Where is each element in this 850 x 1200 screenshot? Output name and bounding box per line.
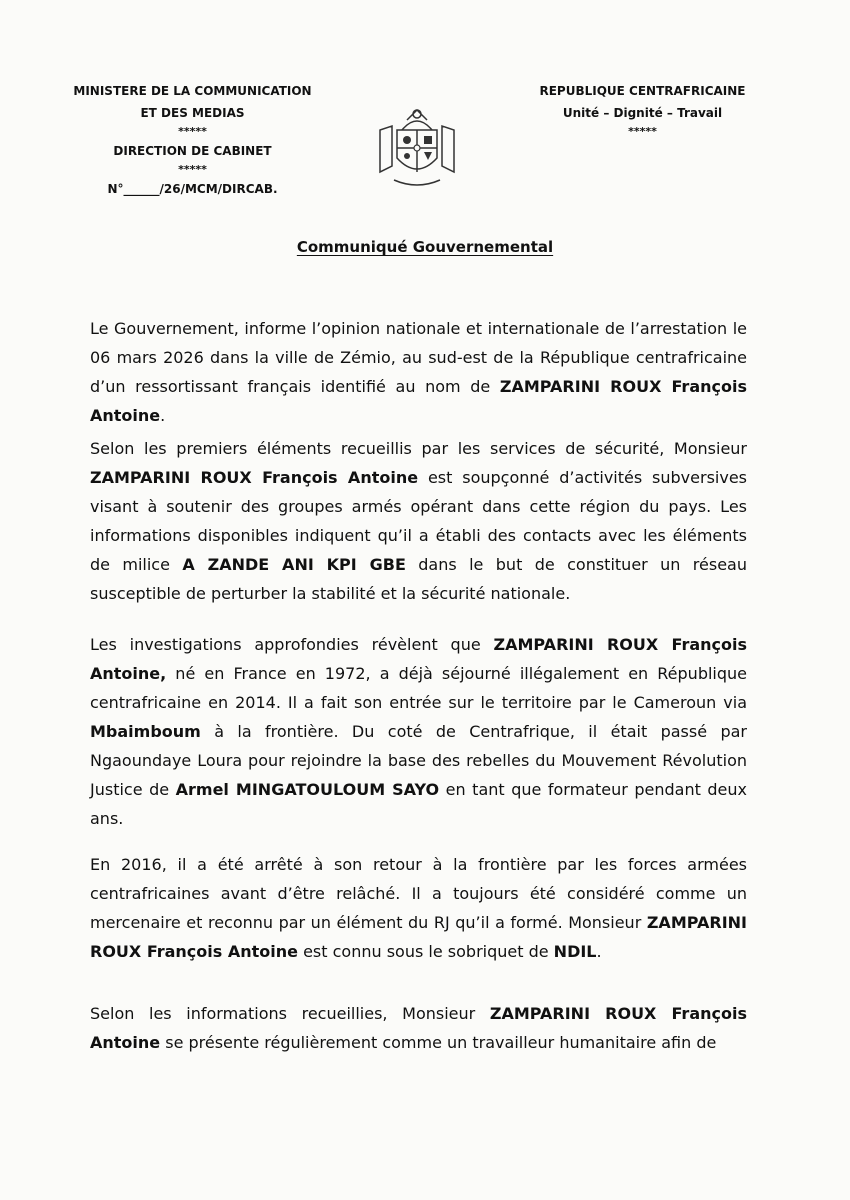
- text-run: Les investigations approfondies révèlent que: [90, 635, 494, 654]
- bold-text-run: ZAMPARINI ROUX François Antoine: [90, 468, 419, 487]
- text-run: Selon les premiers éléments recueillis par les services de sécurité, Monsieur: [90, 439, 747, 458]
- text-run: à la frontière. Du coté de Centrafrique, il était passé par Ngaoundaye Loura pour rejoindre la base des rebelles du Mouvement Révolution Justice de: [90, 722, 747, 799]
- document-title-text: Communiqué Gouvernemental: [296, 238, 554, 256]
- separator-stars: *****: [628, 125, 657, 138]
- bold-text-run: ZAMPARINI ROUX François Antoine: [90, 377, 747, 425]
- text-run: .: [596, 942, 602, 961]
- reference-number: [55, 178, 330, 200]
- separator-stars: *****: [178, 163, 207, 176]
- paragraph-2: [90, 434, 747, 608]
- text-run: est soupçonné d’activités subversives visant à soutenir des groupes armés opérant dans cette région du pays. Les informations disponibles indiquent qu’il a établi des contacts avec les éléments de milice: [90, 468, 748, 574]
- text-run: Selon les informations recueillies, Monsieur: [90, 1004, 490, 1023]
- paragraph-4: [90, 850, 747, 966]
- cabinet-direction: DIRECTION DE CABINET: [113, 144, 272, 158]
- bold-text-run: ZAMPARINI ROUX François Antoine: [90, 1004, 747, 1052]
- bold-text-run: NDIL: [553, 942, 597, 961]
- country-name: REPUBLIQUE CENTRAFRICAINE: [539, 84, 746, 98]
- text-run: est connu sous le sobriquet de: [298, 942, 554, 961]
- separator-stars: *****: [178, 125, 207, 138]
- republic-header: [520, 80, 765, 140]
- coat-of-arms-emblem: [372, 100, 462, 190]
- reference-suffix: /26/MCM/DIRCAB.: [159, 182, 278, 196]
- paragraph-1: [90, 314, 747, 430]
- bold-text-run: ZAMPARINI ROUX François Antoine: [90, 913, 747, 961]
- bold-text-run: ZAMPARINI ROUX François Antoine,: [90, 635, 748, 683]
- text-run: se présente régulièrement comme un travailleur humanitaire afin de: [160, 1033, 717, 1052]
- ministry-header: [55, 80, 330, 200]
- paragraph-5: [90, 999, 747, 1057]
- text-run: né en France en 1972, a déjà séjourné illégalement en République centrafricaine en 2014. Il a fait son entrée sur le territoire par le Cameroun via: [90, 664, 747, 712]
- bold-text-run: Armel MINGATOULOUM SAYO: [175, 780, 440, 799]
- bold-text-run: A ZANDE ANI KPI GBE: [182, 555, 406, 574]
- national-motto: Unité – Dignité – Travail: [562, 106, 723, 120]
- paragraph-3: [90, 630, 747, 833]
- text-run: .: [160, 406, 166, 425]
- text-run: Le Gouvernement, informe l’opinion nationale et internationale de l’arrestation le 06 mars 2026 dans la ville de Zémio, au sud-est de la République centrafricaine d’un ressortissant français identifié au nom de: [90, 319, 747, 396]
- text-run: en tant que formateur pendant deux ans.: [90, 780, 747, 828]
- text-run: En 2016, il a été arrêté à son retour à la frontière par les forces armées centrafricaines avant d’être relâché. Il a toujours été considéré comme un mercenaire et reconnu par un élément du RJ qu’il a formé. Monsieur: [90, 855, 747, 932]
- bold-text-run: Mbaimboum: [90, 722, 201, 741]
- document-title: [0, 238, 850, 256]
- ministry-name-line1: MINISTERE DE LA COMMUNICATION: [73, 84, 312, 98]
- reference-blank: ______: [123, 182, 160, 196]
- ministry-name-line2: ET DES MEDIAS: [140, 106, 245, 120]
- reference-prefix: N°: [107, 182, 124, 196]
- text-run: dans le but de constituer un réseau susceptible de perturber la stabilité et la sécurité nationale.: [90, 555, 747, 603]
